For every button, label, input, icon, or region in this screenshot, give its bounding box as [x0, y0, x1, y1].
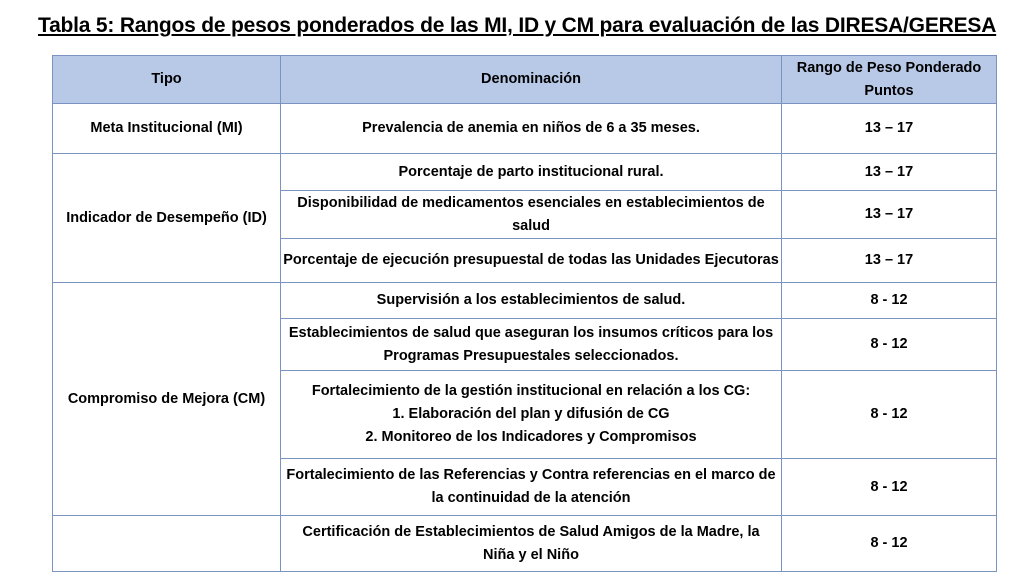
row-range: 8 - 12 — [782, 516, 997, 572]
row-range: 13 – 17 — [782, 239, 997, 283]
row-range: 8 - 12 — [782, 283, 997, 319]
table-row — [53, 104, 997, 154]
group-empty — [53, 516, 281, 572]
row-denominacion — [281, 459, 782, 516]
row-text-line: Niña y el Niño — [483, 546, 579, 563]
row-text-line: Fortalecimiento de las Referencias y Contra referencias en el marco de — [286, 467, 776, 483]
header-rango-line1: Rango de Peso Ponderado — [796, 59, 982, 76]
row-text-line: Supervisión a los establecimientos de salud. — [376, 292, 686, 308]
table-row — [53, 516, 997, 572]
header-row — [53, 56, 997, 104]
row-range: 8 - 12 — [782, 459, 997, 516]
header-rango-line2: Puntos — [864, 82, 914, 99]
row-text-line: Fortalecimiento de la gestión institucional en relación a los CG: — [311, 383, 751, 399]
row-range: 8 - 12 — [782, 319, 997, 371]
row-text-line: Programas Presupuestales seleccionados. — [383, 347, 679, 364]
group-id: Indicador de Desempeño (ID) — [53, 154, 281, 283]
row-denominacion — [281, 516, 782, 572]
row-text-line: 1. Elaboración del plan y difusión de CG — [392, 406, 670, 422]
row-text-line: salud — [512, 217, 550, 234]
group-cm: Compromiso de Mejora (CM) — [53, 283, 281, 516]
row-text-line: Prevalencia de anemia en niños de 6 a 35 meses. — [362, 120, 700, 136]
table-row — [53, 154, 997, 191]
group-mi: Meta Institucional (MI) — [53, 104, 281, 154]
row-denominacion — [281, 239, 782, 283]
table-title: Tabla 5: Rangos de pesos ponderados de las MI, ID y CM para evaluación de las DIRESA/GERESA — [38, 14, 997, 37]
row-range: 8 - 12 — [782, 371, 997, 459]
row-text-line: Disponibilidad de medicamentos esenciales en establecimientos de — [297, 194, 765, 211]
row-denominacion — [281, 154, 782, 191]
row-range: 13 – 17 — [782, 104, 997, 154]
row-denominacion — [281, 283, 782, 319]
row-text-line: Porcentaje de ejecución presupuestal de todas las Unidades Ejecutoras — [283, 252, 779, 268]
row-text-line: Establecimientos de salud que aseguran los insumos críticos para los — [288, 324, 774, 341]
row-denominacion — [281, 191, 782, 239]
header-tipo: Tipo — [53, 56, 281, 104]
header-rango — [782, 56, 997, 104]
row-text-line: 2. Monitoreo de los Indicadores y Compromisos — [365, 429, 697, 445]
row-denominacion — [281, 371, 782, 459]
row-range: 13 – 17 — [782, 154, 997, 191]
row-range: 13 – 17 — [782, 191, 997, 239]
row-text-line: Certificación de Establecimientos de Salud Amigos de la Madre, la — [302, 523, 760, 540]
row-denominacion — [281, 104, 782, 154]
row-denominacion — [281, 319, 782, 371]
row-text-line: la continuidad de la atención — [431, 490, 631, 506]
row-text-line: Porcentaje de parto institucional rural. — [398, 163, 664, 180]
table-row — [53, 283, 997, 319]
weights-table — [52, 55, 997, 572]
header-denominacion: Denominación — [281, 56, 782, 104]
